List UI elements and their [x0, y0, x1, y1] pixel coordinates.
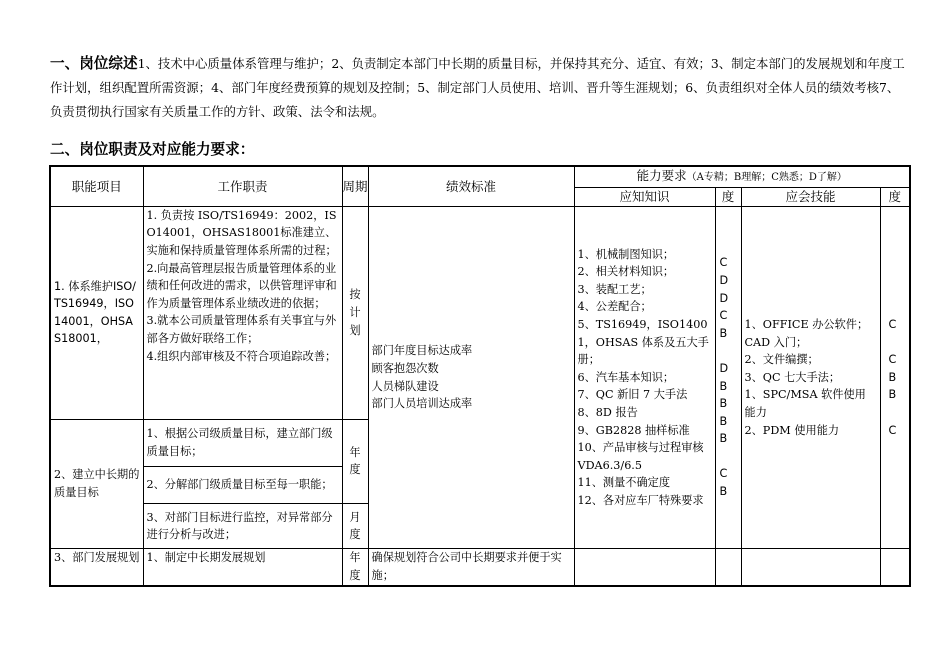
- skill-item: 3、QC 七大手法；: [744, 370, 841, 384]
- knowledge-cell: [574, 206, 715, 549]
- duty-item: 4.组织内部审核及不符合项追踪改善；: [146, 349, 337, 363]
- function-cell-3: 3、部门发展规划: [50, 549, 143, 586]
- job-overview: [50, 52, 906, 124]
- duty-item: 2.向最高管理层报告质量管理体系的业绩和任何改进的需求，以供管理评审和作为质量管理体系业绩改进的依据；: [146, 261, 337, 310]
- grade: [720, 342, 741, 360]
- skills-degree-cell-3: [880, 549, 910, 586]
- header-function: 职能项目: [50, 166, 143, 206]
- standard-item: 人员梯队建设: [371, 379, 439, 393]
- skills-cell-3: [741, 549, 880, 586]
- header-period: 周期: [342, 166, 368, 206]
- grade: B: [719, 397, 728, 411]
- knowledge-item: 3、装配工艺；: [577, 282, 652, 296]
- period-cell-2c: 月度: [342, 504, 368, 549]
- duty-cell-1: [143, 206, 342, 419]
- grade: C: [719, 256, 728, 270]
- knowledge-cell-3: [574, 549, 715, 586]
- header-ability-note: （A专精；B理解；C熟悉；D了解）: [686, 172, 847, 184]
- header-ability: [574, 166, 910, 187]
- grade: D: [719, 291, 729, 305]
- standard-cell: [368, 206, 574, 549]
- knowledge-item: 7、QC 新旧 7 大手法: [577, 388, 688, 402]
- duty-cell-3: 1、制定中长期发展规划: [143, 549, 342, 586]
- period-cell-1: 按计划: [342, 206, 368, 419]
- skill-item: 1、OFFICE 办公软件；CAD 入门；: [744, 317, 869, 349]
- duty-item: 1. 负责按 ISO/TS16949：2002，ISO14001，OHSAS18001标准建立、实施和保持质量管理体系所需的过程；: [146, 208, 337, 257]
- skills-cell: [741, 206, 880, 549]
- duty-cell-2b: 2、分解部门级质量目标至每一职能；: [143, 466, 342, 503]
- knowledge-item: 9、GB2828 抽样标准: [577, 423, 690, 437]
- duty-cell-2a: 1、根据公司级质量目标，建立部门级质量目标；: [143, 419, 342, 466]
- grade: C: [719, 467, 728, 481]
- grade: [720, 448, 741, 466]
- function-cell-2: 2、建立中长期的质量目标: [50, 419, 143, 549]
- grade: C: [888, 423, 897, 437]
- grade: C: [888, 317, 897, 331]
- overview-heading: 一、岗位综述: [50, 55, 138, 72]
- function-cell-1: 1. 体系维护ISO/TS16949，ISO14001，OHSAS18001，: [50, 206, 143, 419]
- knowledge-item: 8、8D 报告: [577, 405, 638, 419]
- grade: B: [719, 379, 728, 393]
- skills-degree-cell: [880, 206, 910, 549]
- grade: B: [888, 388, 897, 402]
- header-knowledge: 应知知识: [574, 187, 715, 206]
- knowledge-item: 11、测量不确定度: [577, 476, 671, 490]
- grade: B: [719, 485, 728, 499]
- duty-item: 3.就本公司质量管理体系有关事宜与外部各方做好联络工作；: [146, 314, 337, 345]
- grade: D: [719, 361, 729, 375]
- standard-cell-3: 确保规划符合公司中长期要求并便于实施；: [368, 549, 574, 586]
- standard-item: 部门人员培训达成率: [371, 397, 473, 411]
- skill-item: 1、SPC/MSA 软件使用能力: [744, 388, 866, 419]
- knowledge-item: 12、各对应车厂特殊要求: [577, 493, 704, 507]
- header-degree-knowledge: 度: [715, 187, 741, 206]
- period-cell-3: 年度: [342, 549, 368, 586]
- grade: C: [719, 309, 728, 323]
- overview-text: 1、技术中心质量体系管理与维护；2、负责制定本部门中长期的质量目标，并保持其充分、适宜、有效；3、制定本部门的发展规划和年度工作计划，组织配置所需资源；4、部门年度经费预算的规划及控制；5、制定部门人员使用、培训、晋升等生涯规划；6、负责组织对全体人员的绩效考核7、负责贯彻执行国家有关质量工作的方针、政策、法令和法规。: [50, 56, 905, 119]
- skill-item: 2、PDM 使用能力: [744, 423, 840, 437]
- knowledge-item: 2、相关材料知识；: [577, 265, 675, 279]
- knowledge-item: 10、产品审核与过程审核 VDA6.3/6.5: [577, 441, 704, 472]
- grade: C: [888, 353, 897, 367]
- grade: D: [719, 273, 729, 287]
- header-degree-skills: 度: [880, 187, 910, 206]
- knowledge-item: 6、汽车基本知识；: [577, 370, 675, 384]
- knowledge-item: 4、公差配合；: [577, 300, 652, 314]
- header-standard: 绩效标准: [368, 166, 574, 206]
- section-duties-heading: 二、岗位职责及对应能力要求：: [50, 141, 255, 158]
- standard-item: 顾客抱怨次数: [371, 361, 439, 375]
- knowledge-item: 1、机械制图知识；: [577, 247, 675, 261]
- skill-item: 2、文件编撰；: [744, 353, 819, 367]
- knowledge-degree-cell-3: [715, 549, 741, 586]
- header-skills: 应会技能: [741, 187, 880, 206]
- standard-item: 部门年度目标达成率: [371, 344, 473, 358]
- period-cell-2: 年度: [342, 419, 368, 503]
- grade: B: [888, 370, 897, 384]
- grade: B: [719, 414, 728, 428]
- duties-ability-table: [49, 165, 911, 587]
- duty-cell-2c: 3、对部门目标进行监控，对异常部分进行分析与改进；: [143, 504, 342, 549]
- grade: B: [719, 432, 728, 446]
- header-duty: 工作职责: [143, 166, 342, 206]
- grade: [889, 404, 910, 422]
- grade: [889, 334, 910, 352]
- knowledge-item: 5、TS16949，ISO14001，OHSAS 体系及五大手册；: [577, 317, 709, 367]
- header-ability-label: 能力要求: [636, 168, 687, 184]
- knowledge-degree-cell: [715, 206, 741, 549]
- grade: B: [719, 326, 728, 340]
